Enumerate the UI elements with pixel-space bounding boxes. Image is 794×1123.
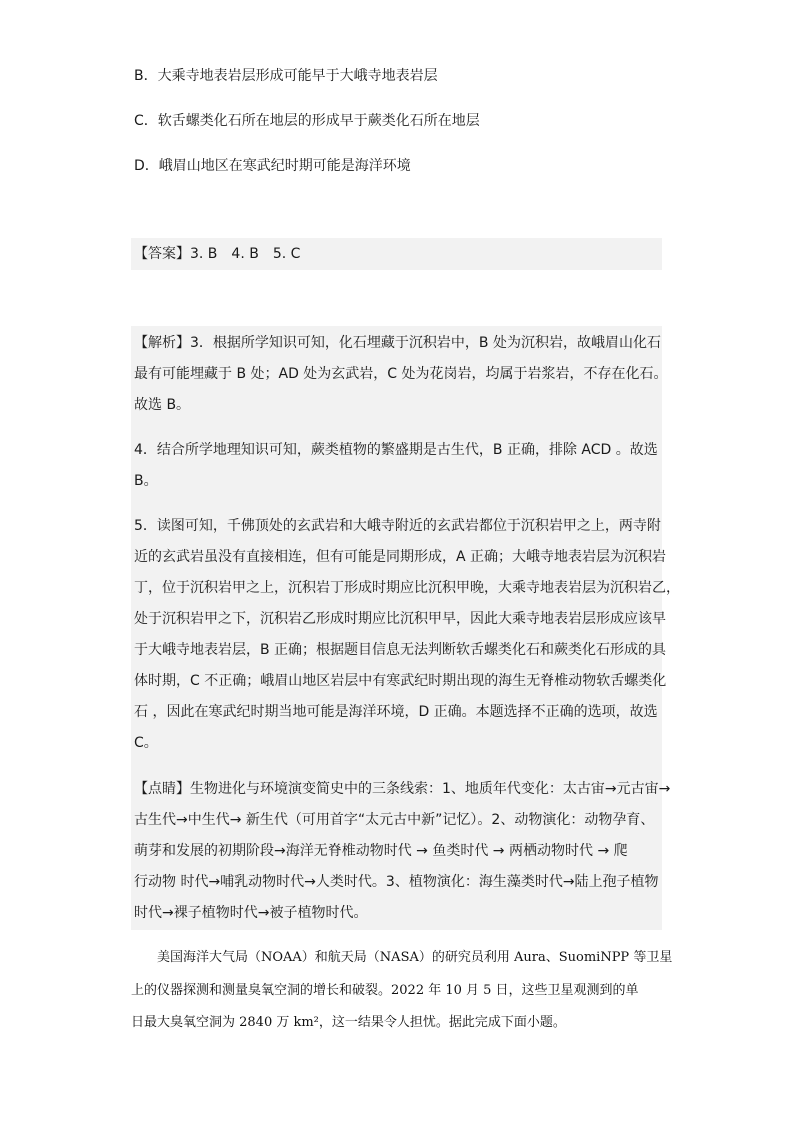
analysis-q5-line: 体时期，C 不正确；峨眉山地区岩层中有寒武纪时期出现的海生无脊椎动物软舌螺类化 <box>134 673 667 689</box>
option-b: B．大乘寺地表岩层形成可能早于大峨寺地表岩层 <box>134 68 438 84</box>
analysis-q4-line: B。 <box>134 473 158 489</box>
analysis-q5-line: 石 ，因此在寒武纪时期当地可能是海洋环境，D 正确。本题选择不正确的选项，故选 <box>134 704 658 720</box>
analysis-q5-line: 于大峨寺地表岩层，B 正确；根据题目信息无法判断软舌螺类化石和蕨类化石形成的具 <box>134 642 667 658</box>
option-c: C．软舌螺类化石所在地层的形成早于蕨类化石所在地层 <box>134 113 480 129</box>
analysis-q5-line: C。 <box>134 735 158 751</box>
analysis-q3-line: 最有可能埋藏于 B 处；AD 处为玄武岩，C 处为花岗岩，均属于岩浆岩，不存在化石。 <box>134 366 668 382</box>
tip-line: 古生代→中生代→ 新生代（可用首字“太元古中新”记忆）。2、动物演化：动物孕育、 <box>134 812 655 828</box>
analysis-q5-line: 处于沉积岩甲之下，沉积岩乙形成时期应比沉积甲早，因此大乘寺地表岩层形成应该早 <box>134 611 666 627</box>
tip-line: 行动物 时代→哺乳动物时代→人类时代。3、植物演化：海生藻类时代→陆上孢子植物 <box>134 874 659 890</box>
tip-line: 【点睛】生物进化与环境演变简史中的三条线索：1、地质年代变化：太古宙→元古宙→ <box>134 781 671 797</box>
analysis-q3-line: 故选 B。 <box>134 397 191 413</box>
answer-line: 【答案】3. B 4. B 5. C <box>134 246 301 262</box>
tip-line: 萌芽和发展的初期阶段→海洋无脊椎动物时代 → 鱼类时代 → 两栖动物时代 → 爬 <box>134 843 628 859</box>
question-stem-line: 美国海洋大气局（NOAA）和航天局（NASA）的研究员利用 Aura、SuomiNPP 等卫星 <box>131 950 673 965</box>
analysis-q5-line: 近的玄武岩虽没有直接相连，但有可能是同期形成，A 正确；大峨寺地表岩层为沉积岩 <box>134 549 667 565</box>
tip-line: 时代→裸子植物时代→被子植物时代。 <box>134 905 368 921</box>
analysis-q3-line: 【解析】3．根据所学知识可知，化石埋藏于沉积岩中，B 处为沉积岩，故峨眉山化石 <box>134 335 661 351</box>
question-stem-line: 日最大臭氧空洞为 2840 万 km²，这一结果令人担忧。据此完成下面小题。 <box>131 1015 566 1030</box>
analysis-q4-line: 4．结合所学地理知识可知，蕨类植物的繁盛期是古生代，B 正确，排除 ACD 。故选 <box>134 442 658 458</box>
analysis-q5-line: 丁，位于沉积岩甲之上，沉积岩丁形成时期应比沉积甲晚，大乘寺地表岩层为沉积岩乙， <box>134 580 680 596</box>
option-d: D．峨眉山地区在寒武纪时期可能是海洋环境 <box>134 158 411 174</box>
question-stem-line: 上的仪器探测和测量臭氧空洞的增长和破裂。2022 年 10 月 5 日，这些卫星观测到的单 <box>131 983 639 998</box>
analysis-q5-line: 5．读图可知，千佛顶处的玄武岩和大峨寺附近的玄武岩都位于沉积岩甲之上，两寺附 <box>134 518 661 534</box>
